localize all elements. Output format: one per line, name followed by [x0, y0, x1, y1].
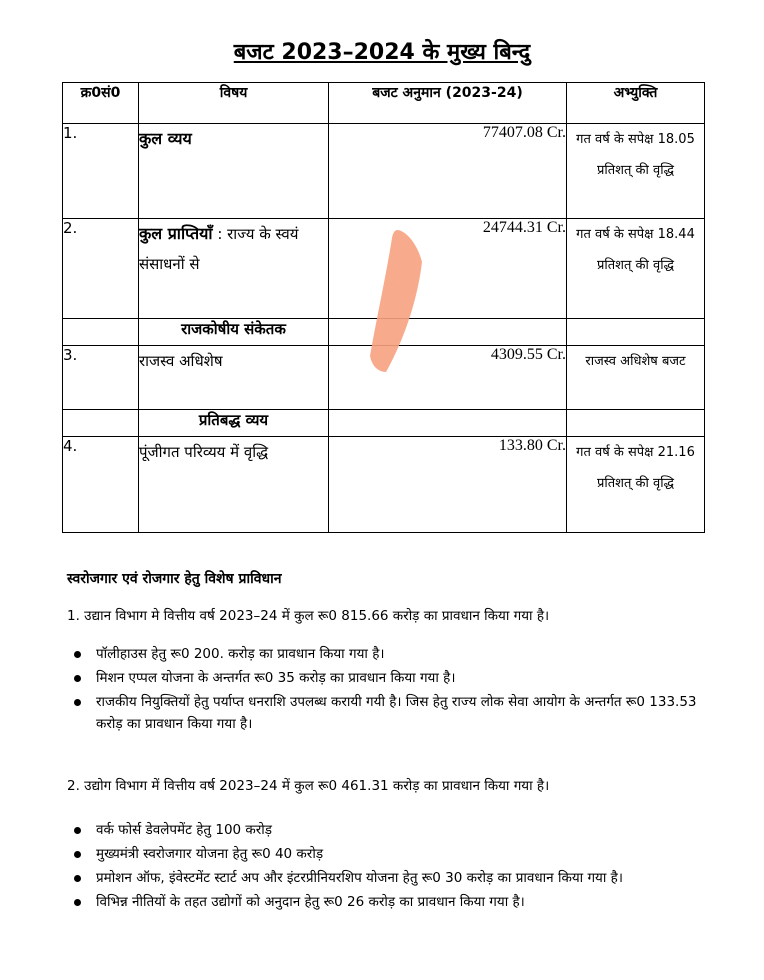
section-empty-cell — [329, 410, 567, 437]
row-amount: 133.80 Cr. — [329, 437, 567, 533]
section-row — [63, 410, 705, 437]
row-subject-bold: कुल प्राप्तियाँ — [139, 224, 213, 243]
section-empty-cell — [63, 319, 139, 346]
table-row — [63, 124, 705, 219]
section-heading: स्वरोजगार एवं रोजगार हेतु विशेष प्राविधान — [67, 571, 282, 587]
row-subject-text: : राज्य के स्वयं संसाधनों से — [139, 225, 299, 273]
row-subject — [139, 437, 329, 533]
paragraph-horticulture: 1. उद्यान विभाग मे वित्तीय वर्ष 2023–24 में कुल रू0 815.66 करोड़ का प्रावधान किया गया है। — [67, 608, 550, 624]
row-serial: 1. — [63, 124, 139, 219]
row-subject-text: पूंजीगत परिव्यय में वृद्धि — [139, 443, 269, 461]
list-item: प्रमोशन ऑफ, इंवेस्टमेंट स्टार्ट अप और इंटरप्रीनियरशिप योजना हेतु रू0 30 करोड़ का प्रावधान किया गया है। — [72, 867, 712, 889]
row-subject — [139, 219, 329, 319]
table-header-row — [63, 83, 705, 124]
table-row — [63, 437, 705, 533]
row-subject — [139, 124, 329, 219]
list-item: मुख्यमंत्री स्वरोजगार योजना हेतु रू0 40 करोड़ — [72, 843, 712, 865]
bullet-list-horticulture — [72, 643, 712, 737]
row-remark: गत वर्ष के सपेक्ष 18.44 प्रतिशत् की वृद्धि — [567, 219, 705, 319]
row-serial: 3. — [63, 346, 139, 410]
list-item: विभिन्न नीतियों के तहत उद्योगों को अनुदान हेतु रू0 26 करोड़ का प्रावधान किया गया है। — [72, 891, 712, 913]
header-budget-estimate — [329, 83, 567, 124]
row-amount: 77407.08 Cr. — [329, 124, 567, 219]
section-empty-cell — [329, 319, 567, 346]
list-item: पॉलीहाउस हेतु रू0 200. करोड़ का प्रावधान किया गया है। — [72, 643, 712, 665]
highlighter-stroke — [366, 226, 436, 376]
header-budget-estimate-text: बजट अनुमान (2023-24) — [372, 85, 523, 101]
row-remark: राजस्व अधिशेष बजट — [567, 346, 705, 410]
row-remark: गत वर्ष के सपेक्ष 18.05 प्रतिशत् की वृद्धि — [567, 124, 705, 219]
row-subject-text: राजस्व अधिशेष — [139, 352, 223, 370]
section-label-committed-expenditure: प्रतिबद्ध व्यय — [139, 410, 329, 437]
highlighter-stroke-path — [370, 230, 422, 372]
row-subject-bold: कुल व्यय — [139, 129, 192, 148]
list-item: मिशन एप्पल योजना के अन्तर्गत रू0 35 करोड़ का प्रावधान किया गया है। — [72, 667, 712, 689]
row-subject — [139, 346, 329, 410]
bullet-list-industry — [72, 819, 712, 915]
list-item: राजकीय नियुक्तियों हेतु पर्याप्त धनराशि उपलब्ध करायी गयी है। जिस हेतु राज्य लोक सेवा आयोग के अन्तर्गत रू0 133.53 करोड़ का प्रावधान किया गया है। — [72, 691, 712, 735]
list-item: वर्क फोर्स डेवलेपमेंट हेतु 100 करोड़ — [72, 819, 712, 841]
row-serial: 4. — [63, 437, 139, 533]
paragraph-industry: 2. उद्योग विभाग में वित्तीय वर्ष 2023–24 में कुल रू0 461.31 करोड़ का प्रावधान किया गया है। — [67, 778, 550, 794]
section-empty-cell — [567, 319, 705, 346]
page-title: बजट 2023–2024 के मुख्य बिन्दु — [233, 40, 531, 65]
row-serial: 2. — [63, 219, 139, 319]
row-amount: 24744.31 Cr. — [329, 219, 567, 319]
row-amount: 4309.55 Cr. — [329, 346, 567, 410]
section-empty-cell — [567, 410, 705, 437]
row-remark: गत वर्ष के सपेक्ष 21.16 प्रतिशत् की वृद्धि — [567, 437, 705, 533]
header-remarks: अभ्युक्ति — [567, 83, 705, 124]
header-subject: विषय — [139, 83, 329, 124]
section-empty-cell — [63, 410, 139, 437]
header-serial: क्र0सं0 — [63, 83, 139, 124]
section-label-fiscal-indicators: राजकोषीय संकेतक — [139, 319, 329, 346]
